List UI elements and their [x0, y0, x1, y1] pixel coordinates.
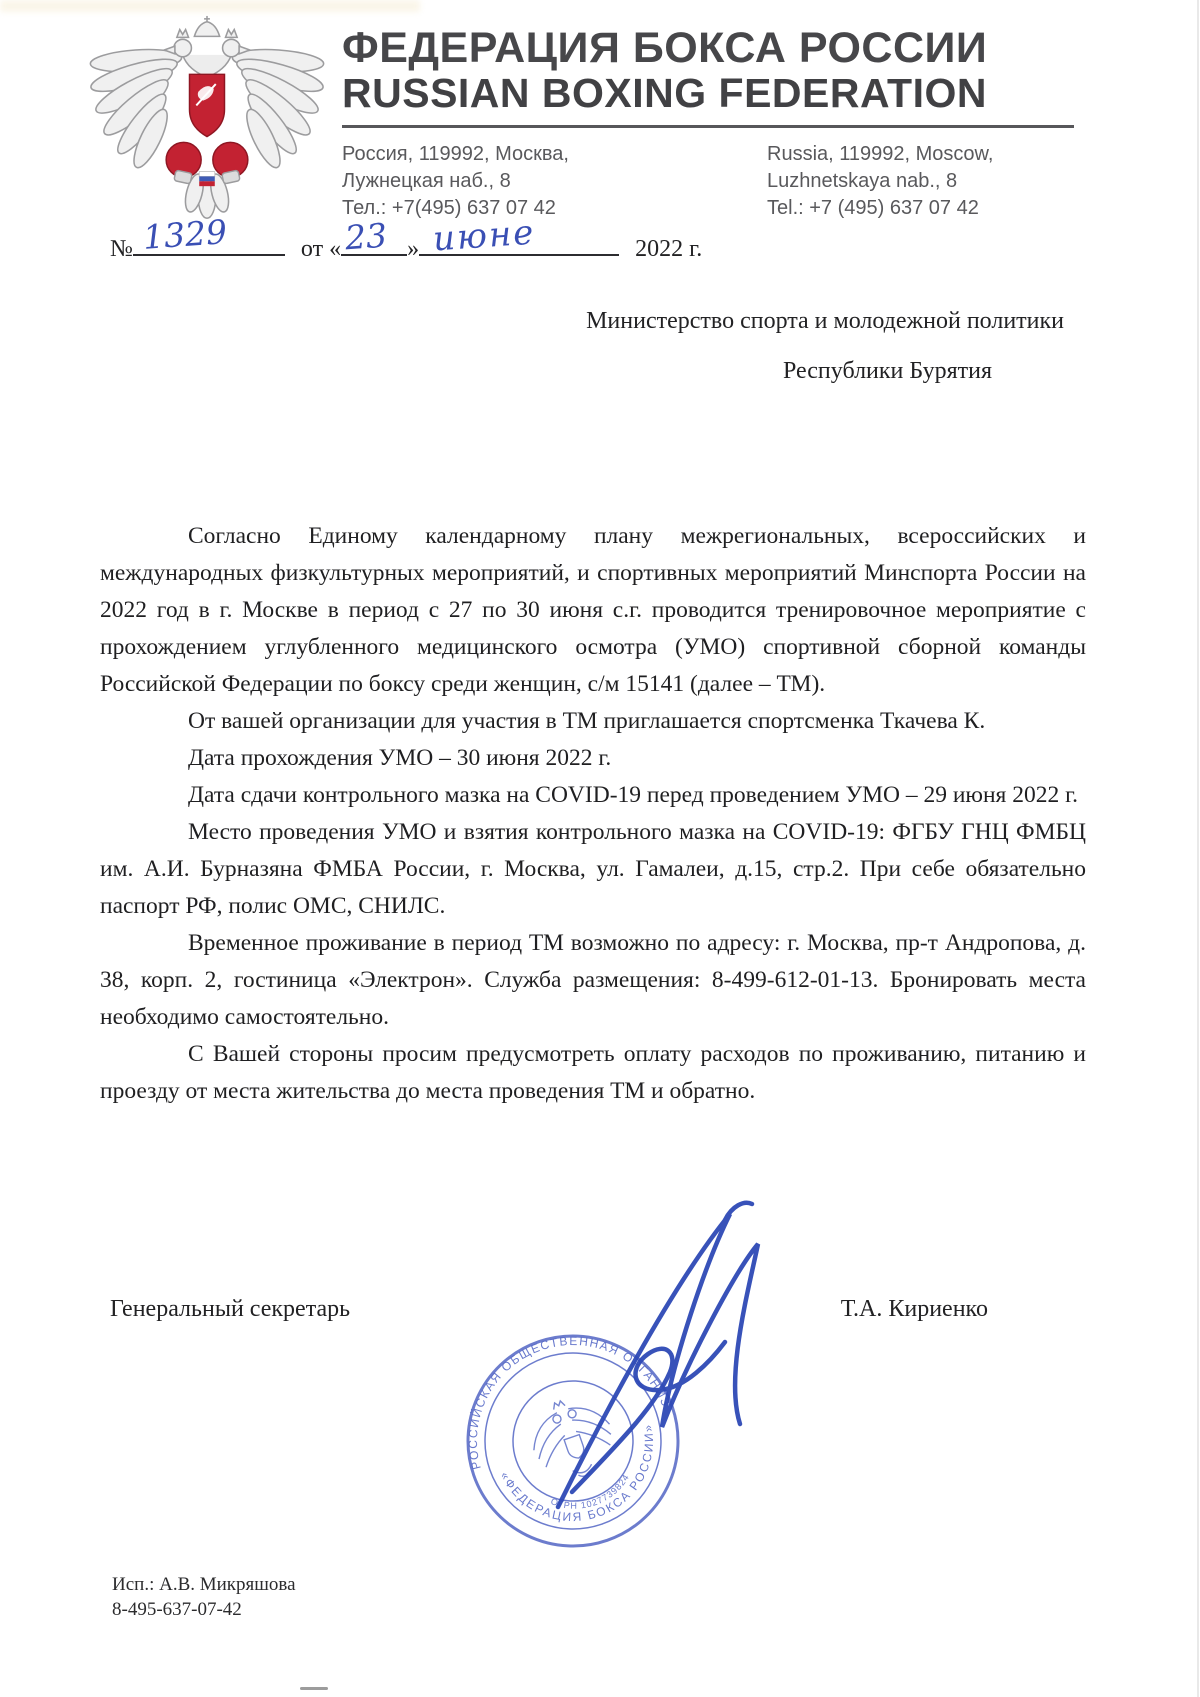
stamp-ring-text-top: ОБЩЕРОССИЙСКАЯ ОБЩЕСТВЕННАЯ ОРГАНИЗАЦИЯ — [465, 1333, 674, 1472]
paragraph: Дата сдачи контрольного мазка на COVID-19 перед проведением УМО – 29 июня 2022 г. — [188, 782, 1078, 808]
number-blank — [133, 212, 285, 257]
federation-emblem-icon — [84, 14, 330, 228]
executor-name: Исп.: А.В. Микряшова — [112, 1574, 296, 1595]
addressee-line2: Республики Бурятия — [783, 358, 992, 384]
addressee-block — [586, 296, 1064, 396]
reference-line — [110, 212, 703, 263]
address-ru-line: Россия, 119992, Москва, — [342, 143, 569, 166]
addressee-line1: Министерство спорта и молодежной политики — [586, 308, 1064, 334]
quote-close: » — [407, 236, 420, 262]
paragraph: Согласно Единому календарному плану межрегиональных, всероссийских и международных физкультурных мероприятий, и спортивных мероприятий Минспорта России на 2022 год в г. Москве в период с 27 по 30 июня с.г. проводится тренировочное мероприятие с прохождением углубленного медицинского осмотра (УМО) спортивной сборной команды Российской Федерации по боксу среди женщин, с/м 15141 (далее – ТМ). — [100, 523, 1086, 697]
date-prefix: от « — [300, 236, 342, 262]
scan-artifact — [0, 0, 420, 12]
stamp-ring-text-bottom: «ФЕДЕРАЦИЯ БОКСА РОССИИ» — [497, 1422, 657, 1525]
address-ru-line: Тел.: +7(495) 637 07 42 — [342, 197, 556, 220]
handwritten-day: 23 — [343, 215, 389, 258]
paragraph: От вашей организации для участия в ТМ приглашается спортсменка Ткачева К. — [188, 708, 986, 734]
paragraph: Дата прохождения УМО – 30 июня 2022 г. — [188, 745, 612, 771]
handwritten-number: 1329 — [141, 212, 229, 257]
address-ru — [342, 141, 767, 222]
address-en-line: Luzhnetskaya nab., 8 — [767, 170, 958, 193]
address-en-line: Russia, 119992, Moscow, — [767, 143, 994, 166]
org-title-ru: ФЕДЕРАЦИЯ БОКСА РОССИИ — [342, 24, 988, 72]
number-label: № — [110, 236, 133, 262]
signature-scrawl — [520, 1192, 784, 1526]
address-en — [767, 141, 1074, 222]
letterhead-text — [342, 14, 1074, 222]
signer-name: Т.А. Кириенко — [840, 1296, 988, 1322]
letterhead-rule — [342, 125, 1074, 128]
address-en-line: Tel.: +7 (495) 637 07 42 — [767, 197, 979, 220]
year-suffix: 2022 г. — [635, 236, 703, 262]
scan-artifact — [300, 1687, 328, 1690]
shield — [189, 74, 224, 136]
signer-position: Генеральный секретарь — [110, 1296, 351, 1322]
scan-artifact — [1197, 0, 1199, 1697]
ribbon — [199, 172, 215, 187]
paragraph: Место проведения УМО и взятия контрольного мазка на COVID-19: ФГБУ ГНЦ ФМБЦ им. А.И. Бурназяна ФМБА России, г. Москва, ул. Гамалеи, д.15, стр.2. При себе обязательно паспорт РФ, полис ОМС, СНИЛС. — [100, 819, 1086, 919]
org-title-en: RUSSIAN BOXING FEDERATION — [342, 70, 987, 117]
address-ru-line: Лужнецкая наб., 8 — [342, 170, 511, 193]
executor-phone: 8-495-637-07-42 — [112, 1599, 242, 1620]
handwritten-month: июне — [431, 212, 537, 260]
paragraph: Временное проживание в период ТМ возможно по адресу: г. Москва, пр-т Андропова, д. 38, корп. 2, гостиница «Электрон». Служба размещения: 8-499-612-01-13. Бронировать места необходимо самостоятельно. — [100, 930, 1086, 1030]
paragraph: С Вашей стороны просим предусмотреть оплату расходов по проживанию, питанию и проезду от места жительства до места проведения ТМ и обратно. — [100, 1041, 1086, 1104]
month-blank — [419, 212, 619, 260]
letterhead — [84, 14, 1074, 228]
letter-body — [100, 518, 1086, 1110]
stamp-inner-text: ОГРН 1027739824 — [549, 1472, 632, 1511]
executor-block — [112, 1572, 296, 1622]
day-blank — [341, 215, 407, 258]
